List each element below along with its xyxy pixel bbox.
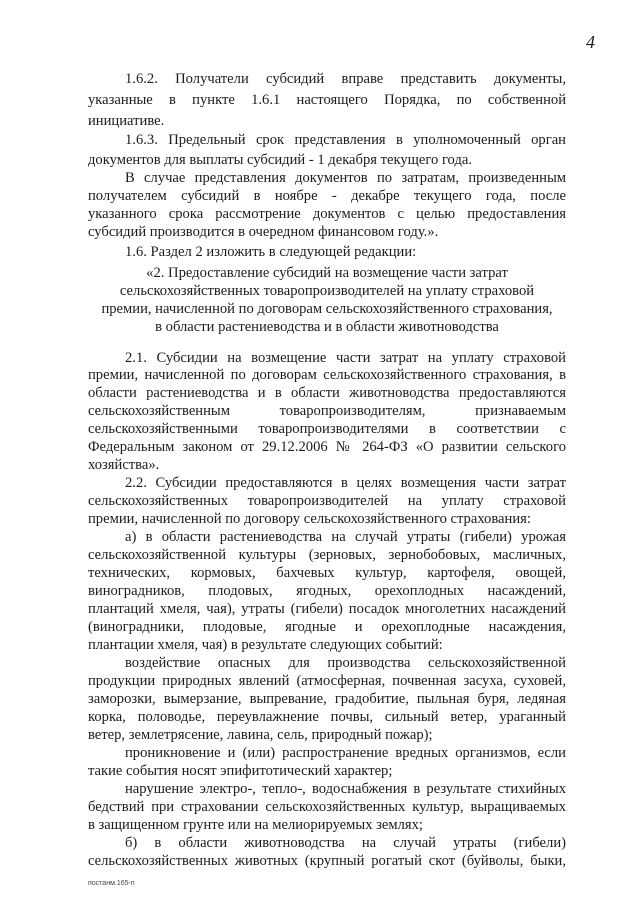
text-line: воздействие опасных для производства сельскохозяйственной [125,655,566,671]
text-line: заморозки, вымерзание, выпревание, градобитие, пыльная буря, ледяная [88,691,566,707]
text-line: (виноградники, плодовые, ягодные и орехоплодные насаждения, [88,619,566,635]
text-line: 1.6.2. Получатели субсидий вправе представить документы, [125,71,566,87]
text-line: получателем субсидий в ноябре - декабре текущего года, после [88,188,566,204]
text-line: области растениеводства и в области животноводства предоставляются [88,385,566,401]
text-line: сельскохозяйственными товаропроизводителями в соответствии с [88,421,566,437]
text-line: б) в области животноводства на случай утраты (гибели) [125,835,566,851]
section-heading: премии, начисленной по договорам сельскохозяйственного страхования, [101,301,553,317]
text-line: 2.2. Субсидии предоставляются в целях возмещения части затрат [125,475,566,491]
text-line: субсидий производится в очередном финансовом году.». [88,224,439,240]
text-line: сельскохозяйственной культуры (зерновых, зернобобовых, масличных, [88,547,566,563]
text-line: бедствий при страховании сельскохозяйственных культур, выращиваемых [88,799,566,815]
page-number: 4 [586,32,595,52]
footer-filename: постанм.165-п [88,880,135,887]
text-line: документов для выплаты субсидий - 1 декабря текущего года. [88,152,472,168]
section-heading: в области растениеводства и в области животноводства [155,319,499,335]
text-line: Федеральным законом от 29.12.2006 № 264-ФЗ «О развитии сельского [88,439,566,455]
text-line: указанные в пункте 1.6.1 настоящего Порядка, по собственной [88,92,566,108]
text-line: ветер, землетрясение, лавина, сель, природный пожар); [88,727,433,743]
text-line: указанного срока рассмотрение документов с целью предоставления [88,206,566,222]
text-line: 1.6. Раздел 2 изложить в следующей редакции: [125,244,417,260]
text-line: а) в области растениеводства на случай утраты (гибели) урожая [125,529,566,545]
text-line: такие события носят эпифитотический характер; [88,763,393,779]
text-line: технических, кормовых, бахчевых культур, картофеля, овощей, [88,565,566,581]
text-line: плантации хмеля, чая) в результате следующих событий: [88,637,443,653]
text-line: премии, начисленной по договору сельскохозяйственного страхования: [88,511,531,527]
text-line: хозяйства». [88,457,160,473]
text-line: в защищенном грунте или на мелиорируемых землях; [88,817,423,833]
text-line: инициативе. [88,113,165,129]
text-line: премии, начисленной по договорам сельскохозяйственного страхования, в [88,367,566,383]
text-line: проникновение и (или) распространение вредных организмов, если [125,745,566,761]
text-line: сельскохозяйственных товаропроизводителей на уплату страховой [88,493,566,509]
text-line: В случае представления документов по затратам, произведенным [125,170,566,186]
text-line: плантаций хмеля, чая), утраты (гибели) посадок многолетних насаждений [88,601,566,617]
text-line: нарушение электро-, тепло-, водоснабжения в результате стихийных [125,781,566,797]
section-heading: «2. Предоставление субсидий на возмещение части затрат [146,265,508,281]
text-line: корка, половодье, переувлажнение почвы, сильный ветер, ураганный [88,709,566,725]
text-line: 1.6.3. Предельный срок представления в уполномоченный орган [125,132,566,148]
text-line: 2.1. Субсидии на возмещение части затрат на уплату страховой [125,350,566,366]
text-line: продукции природных явлений (атмосферная, почвенная засуха, суховей, [88,673,566,689]
text-line: сельскохозяйственным товаропроизводителям, признаваемым [88,403,566,419]
section-heading: сельскохозяйственных товаропроизводителей на уплату страховой [119,283,535,299]
text-line: виноградников, плодовых, ягодных, орехоплодных насаждений, [88,583,566,599]
text-line: сельскохозяйственных животных (крупный рогатый скот (буйволы, быки, [88,853,566,869]
